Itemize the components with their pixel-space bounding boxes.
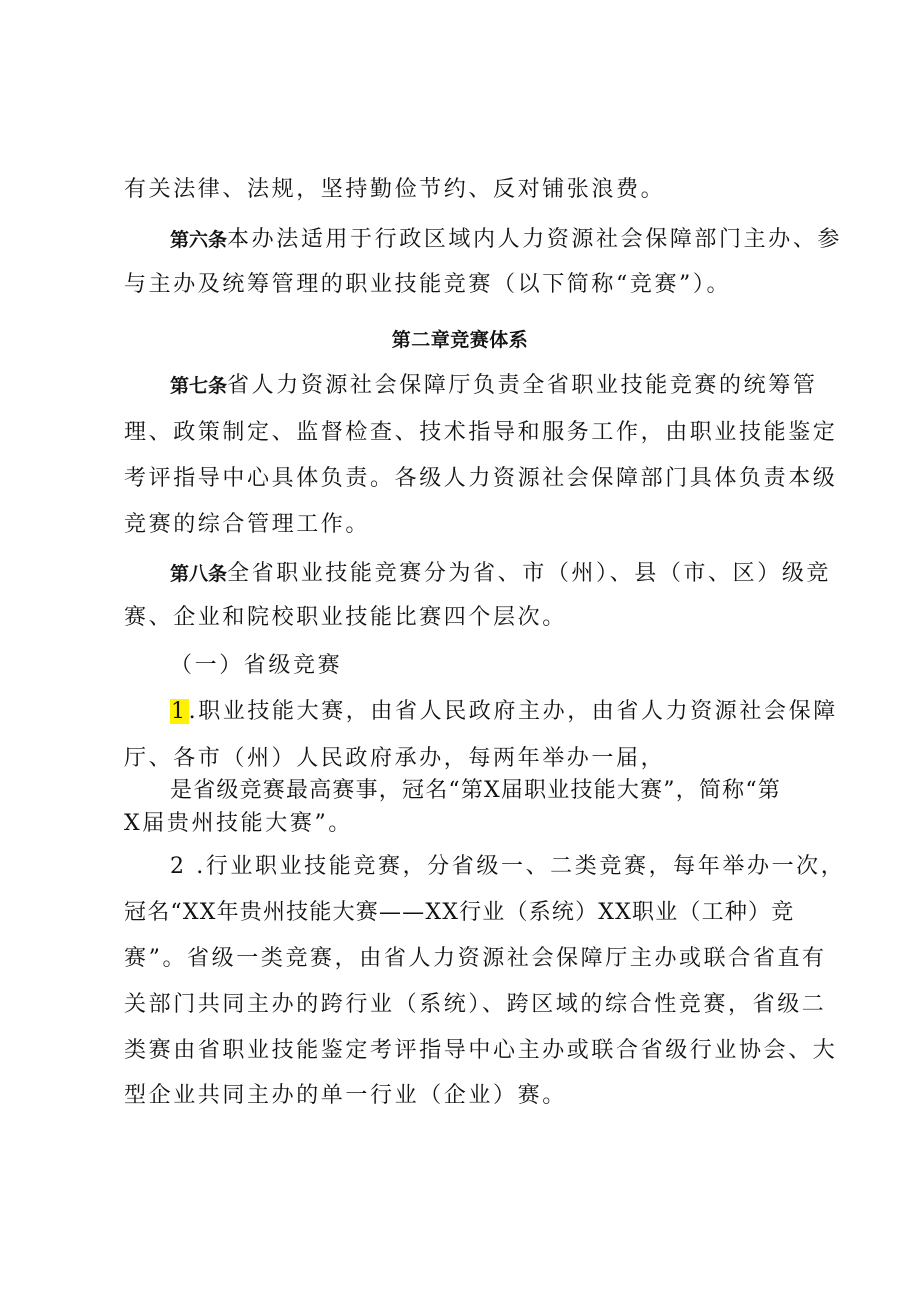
article-6-label: 第六条: [170, 229, 228, 251]
article-8-line-2: 赛、企业和院校职业技能比赛四个层次。: [124, 605, 567, 630]
article-7-line-2: 理、政策制定、监督检查、技术指导和服务工作，由职业技能鉴定: [124, 420, 838, 445]
article-7-text: 省人力资源社会保障厅负责全省职业技能竞赛的统筹管: [227, 373, 818, 398]
article-8-label: 第八条: [170, 563, 228, 585]
item-1-text: .职业技能大赛，由省人民政府主办，由省人力资源社会保障: [188, 699, 838, 724]
article-6-text: 本办法适用于行政区域内人力资源社会保障部门主办、参: [227, 227, 843, 252]
item-1-line-4: X届贵州技能大赛”。: [124, 811, 353, 836]
item-2-line-5: 类赛由省职业技能鉴定考评指导中心主办或联合省级行业协会、大: [124, 1038, 838, 1063]
item-1-line-2: 厅、各市（州）人民政府承办，每两年举办一届，: [124, 746, 666, 771]
item-2-line-2: 冠名“XX年贵州技能大赛——XX行业（系统）XX职业（工种）竞: [124, 900, 795, 925]
item-2-line-4: 关部门共同主办的跨行业（系统）、跨区域的综合性竞赛，省级二: [124, 992, 827, 1017]
item-2-line-1: 2 .行业职业技能竞赛，分省级一、二类竞赛，每年举办一次，: [170, 854, 846, 879]
article-7-line-1: [170, 371, 850, 401]
item-2-line-3: 赛”。省级一类竞赛，由省人力资源社会保障厅主办或联合省直有: [124, 946, 827, 971]
article-6-line-1: [170, 225, 850, 255]
text-line: 有关法律、法规，坚持勤俭节约、反对铺张浪费。: [124, 177, 666, 202]
chapter-2-heading: 第二章竞赛体系: [391, 329, 529, 351]
article-7-line-4: 竞赛的综合管理工作。: [124, 512, 371, 537]
item-1-line-3: 是省级竞赛最高赛事，冠名“第X届职业技能大赛”，简称“第: [170, 778, 782, 803]
article-7-label: 第七条: [170, 375, 228, 397]
item-2-line-6: 型企业共同主办的单一行业（企业）赛。: [124, 1083, 567, 1108]
article-8-line-1: [170, 559, 850, 589]
highlighted-number: 1: [171, 699, 188, 724]
article-7-line-3: 考评指导中心具体负责。各级人力资源社会保障部门具体负责本级: [124, 466, 838, 491]
article-6-line-2: 与主办及统筹管理的职业技能竞赛（以下简称“竞赛”）。: [124, 272, 732, 297]
article-8-text: 全省职业技能竞赛分为省、市（州）、县（市、区）级竞: [227, 561, 832, 586]
item-1-line-1: [170, 697, 850, 727]
section-heading-provincial: （一）省级竞赛: [170, 653, 343, 678]
